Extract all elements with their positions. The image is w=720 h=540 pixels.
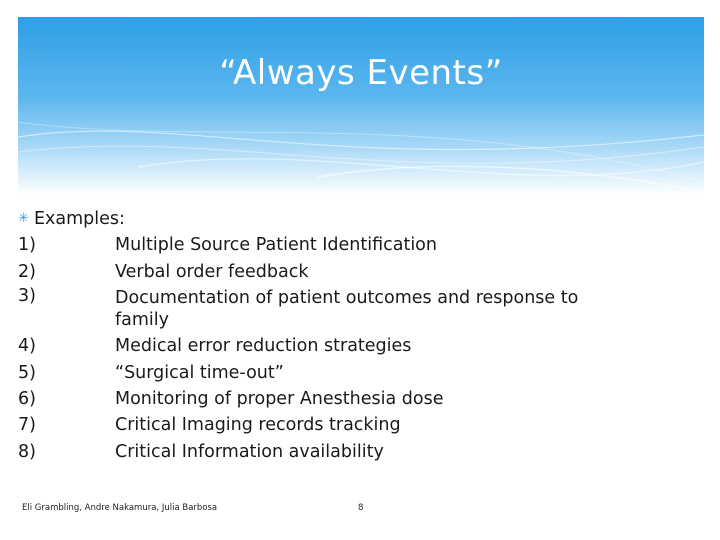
banner-wave-decoration	[18, 17, 704, 195]
list-item	[18, 412, 618, 438]
list-item-number: 3)	[18, 286, 36, 307]
slide-body	[18, 206, 618, 465]
list-item-text: Verbal order feedback	[115, 261, 309, 282]
list-item-number: 8)	[18, 441, 36, 462]
list-item-text: Monitoring of proper Anesthesia dose	[115, 388, 444, 409]
list-item	[18, 386, 618, 412]
list-item-text: Documentation of patient outcomes and response to family	[115, 288, 579, 331]
list-item	[18, 333, 618, 359]
footer-authors: Eli Grambling, Andre Nakamura, Julia Barbosa	[22, 503, 218, 513]
list-item-number: 4)	[18, 336, 36, 357]
list-item	[18, 232, 618, 258]
intro-bullet-line	[18, 206, 618, 232]
list-item-number: 5)	[18, 362, 36, 383]
list-item-text: “Surgical time-out”	[115, 362, 284, 383]
list-item-number: 2)	[18, 261, 36, 282]
list-item-text: Critical Imaging records tracking	[115, 415, 401, 436]
list-item-number: 6)	[18, 388, 36, 409]
list-item-number: 7)	[18, 415, 36, 436]
slide-title: “Always Events”	[219, 53, 503, 93]
list-item-text: Multiple Source Patient Identification	[115, 235, 437, 256]
list-item	[18, 439, 618, 465]
intro-bullet-text: Examples:	[34, 209, 125, 229]
list-item	[18, 360, 618, 386]
list-item-text: Critical Information availability	[115, 441, 384, 462]
footer-page-number: 8	[358, 503, 364, 513]
list-item-number: 1)	[18, 235, 36, 256]
list-item	[18, 285, 618, 333]
list-item	[18, 259, 618, 285]
asterisk-bullet-icon: ✳	[18, 211, 29, 226]
title-banner	[18, 17, 704, 195]
list-item-text: Medical error reduction strategies	[115, 336, 412, 357]
